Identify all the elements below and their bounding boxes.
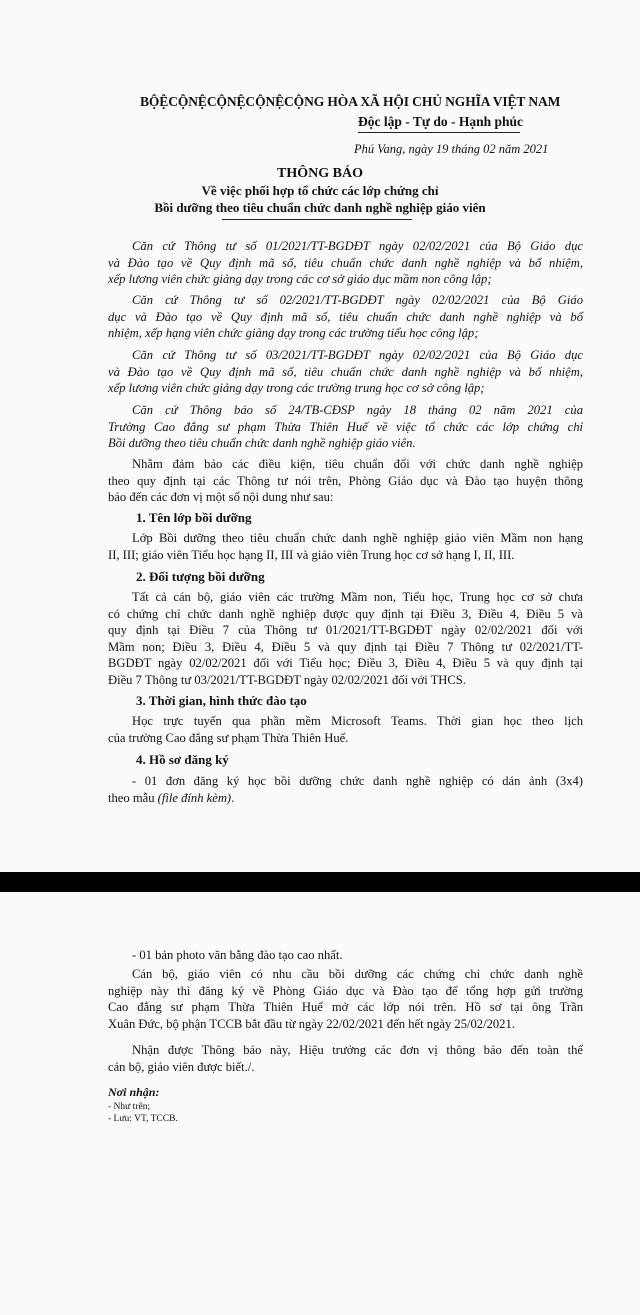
national-header: BỘỆCỘNỆCỘNỆCỘNỆCỘNG HÒA XÃ HỘI CHỦ NGHĨA VIỆT NAM — [140, 94, 561, 109]
intro-paragraph: Nhằm đảm bảo các điều kiện, tiêu chuẩn đối với chức danh nghề nghiệp theo quy định tại các Thông tư nói trên, Phòng Giáo dục và Đào tạo huyện thông báo đến các đơn vị một số nội dung như sau: — [108, 457, 583, 504]
preamble-paragraph-3: Căn cứ Thông tư số 03/2021/TT-BGDĐT ngày 02/02/2021 của Bộ Giáo dục và Đào tạo về Quy định mã số, tiêu chuẩn chức danh nghề nghiệp và bổ nhiệm, xếp lương viên chức giảng dạy trong các trường trung học cơ sở công lập; — [108, 348, 583, 395]
preamble-paragraph-1: Căn cứ Thông tư số 01/2021/TT-BGDĐT ngày 02/02/2021 của Bộ Giáo dục và Đào tạo về Quy định mã số, tiêu chuẩn chức danh nghề nghiệp và bổ nhiệm, xếp lương viên chức giảng dạy trong các cơ sở giáo dục mầm non công lập; — [108, 239, 583, 286]
closing-paragraph: Nhận được Thông báo này, Hiệu trưởng các đơn vị thông báo đến toàn thể cán bộ, giáo viên được biết./. — [108, 1043, 583, 1074]
preamble-paragraph-4: Căn cứ Thông báo số 24/TB-CĐSP ngày 18 tháng 02 năm 2021 của Trường Cao đẳng sư phạm Thừa Thiên Huế về việc tổ chức các lớp chứng chỉ Bồi dưỡng theo tiêu chuẩn chức danh nghề nghiệp giáo viên. — [108, 403, 583, 450]
motto-underline — [358, 132, 520, 133]
section-1-body: Lớp Bồi dưỡng theo tiêu chuẩn chức danh nghề nghiệp giáo viên Mầm non hạng II, III; giáo viên Tiểu học hạng II, III và giáo viên Trung học cơ sở hạng I, II, III. — [108, 531, 583, 562]
document-subtitle-line-2: Bồi dưỡng theo tiêu chuẩn chức danh nghề nghiệp giáo viên — [154, 200, 486, 215]
national-motto: Độc lập - Tự do - Hạnh phúc — [358, 114, 524, 129]
section-2-heading: 2. Đối tượng bồi dưỡng — [136, 569, 265, 584]
registration-paragraph: Cán bộ, giáo viên có nhu cầu bồi dưỡng các chứng chỉ chức danh nghề nghiệp này thì đăng ký về Phòng Giáo dục và Đào tạo để tổng hợp gửi trường Cao đẳng sư phạm Thừa Thiên Huế mở các lớp nói trên. Hồ sơ tại ông Trần Xuân Đức, bộ phận TCCB bắt đầu từ ngày 22/02/2021 đến hết ngày 25/02/2021. — [108, 967, 583, 1031]
document-subtitle-line-1: Về việc phối hợp tổ chức các lớp chứng chỉ — [201, 183, 439, 198]
attachment-item: - 01 bản photo văn bằng đào tạo cao nhất. — [132, 948, 343, 962]
receivers-title: Nơi nhận: — [108, 1085, 160, 1099]
section-4-body: - 01 đơn đăng ký học bồi dưỡng chức danh nghề nghiệp có dán ảnh (3x4) theo mẫu (file đính kèm). — [108, 774, 583, 805]
section-1-heading: 1. Tên lớp bồi dưỡng — [136, 510, 252, 525]
section-3-body: Học trực tuyến qua phần mềm Microsoft Teams. Thời gian học theo lịch của trường Cao đẳng sư phạm Thừa Thiên Huế. — [108, 714, 583, 745]
section-4-heading: 4. Hồ sơ đăng ký — [136, 752, 229, 767]
receiver-item: - Lưu: VT, TCCB. — [108, 1114, 178, 1124]
receiver-item: - Như trên; — [108, 1102, 151, 1112]
section-3-heading: 3. Thời gian, hình thức đào tạo — [136, 693, 307, 708]
preamble-paragraph-2: Căn cứ Thông tư số 02/2021/TT-BGDĐT ngày 02/02/2021 của Bộ Giáo dục và Đào tạo về Quy định mã số, tiêu chuẩn chức danh nghề nghiệp và bổ nhiệm, xếp hạng viên chức giảng dạy trong các trường tiểu học công lập; — [108, 293, 583, 340]
date-line: Phú Vang, ngày 19 tháng 02 năm 2021 — [354, 142, 549, 156]
section-2-body: Tất cả cán bộ, giáo viên các trường Mầm non, Tiểu học, Trung học cơ sở chưa có chứng chỉ chức danh nghề nghiệp được quy định tại Điều 3, Điều 4, Điều 5 và quy định tại Điều 7 của Thông tư 01/2021/TT-BGDĐT ngày 02/02/2021 đối với Mầm non; Điều 3, Điều 4, Điều 5 và quy định tại Điều 7 Thông tư 02/2021/TT- BGDĐT ngày 02/02/2021 đối với Tiểu học; Điều 3, Điều 4, Điều 5 và quy định tại Điều 7 Thông tư 03/2021/TT-BGDĐT ngày 02/02/2021 đối với THCS. — [108, 590, 583, 687]
title-underline — [222, 219, 412, 220]
document-title: THÔNG BÁO — [277, 166, 363, 181]
